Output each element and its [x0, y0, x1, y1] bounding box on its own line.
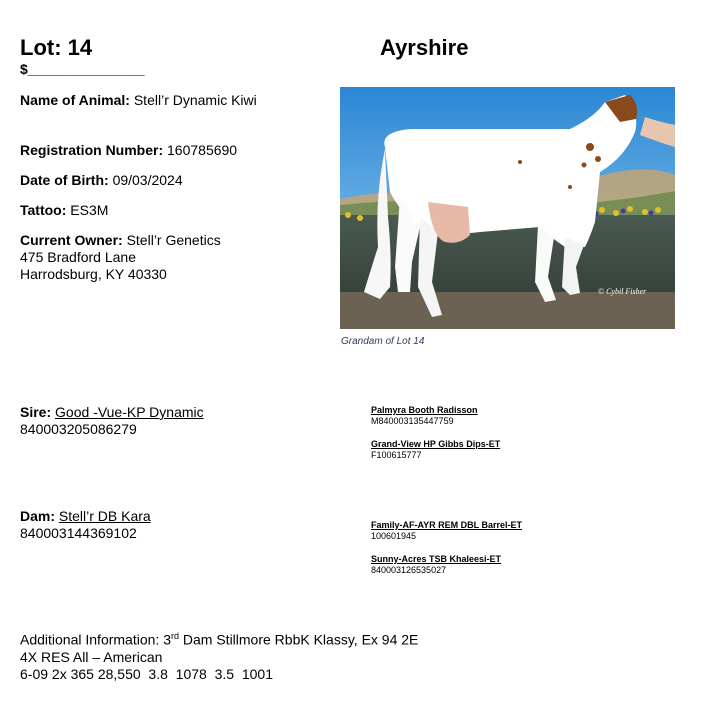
owner-label: Current Owner: — [20, 232, 123, 248]
dob-row — [20, 172, 183, 189]
registration-label: Registration Number: — [20, 142, 164, 158]
tattoo-label: Tattoo: — [20, 202, 67, 218]
price-line: $_______________ — [20, 61, 145, 77]
dam-label: Dam: — [20, 508, 56, 524]
breed-title: Ayrshire — [380, 35, 469, 60]
sire-id: 840003205086279 — [20, 421, 137, 437]
registration-value: 160785690 — [167, 142, 238, 158]
dob-label: Date of Birth: — [20, 172, 109, 188]
additional-line2: 4X RES All – American — [20, 648, 163, 665]
tattoo-value: ES3M — [70, 202, 109, 218]
tattoo-row — [20, 202, 108, 219]
dam-dam-id: 840003126535027 — [371, 565, 447, 575]
animal-name-row — [20, 92, 257, 109]
sire-block — [20, 404, 204, 438]
dam-block — [20, 508, 151, 542]
owner-block — [20, 232, 221, 283]
dam-sire-id: 100601945 — [371, 531, 417, 541]
additional-information — [20, 628, 418, 683]
sire-name: Good -Vue-KP Dynamic — [55, 404, 204, 420]
sire-dam-id: F100615777 — [371, 450, 422, 460]
sire-sire-name: Palmyra Booth Radisson — [371, 405, 478, 415]
lot-number: Lot: 14 — [20, 35, 93, 60]
sire-label: Sire: — [20, 404, 52, 420]
pedigree-dam-dam — [371, 554, 501, 576]
pedigree-sire-dam — [371, 439, 500, 461]
owner-address-line2: Harrodsburg, KY 40330 — [20, 266, 167, 282]
sire-dam-name: Grand-View HP Gibbs Dips-ET — [371, 439, 501, 449]
sire-sire-id: M840003135447759 — [371, 416, 454, 426]
dob-value: 09/03/2024 — [112, 172, 183, 188]
pedigree-dam-sire — [371, 520, 522, 542]
additional-ordinal: rd — [170, 631, 179, 641]
animal-name-label: Name of Animal: — [20, 92, 130, 108]
pedigree-sire-sire — [371, 405, 478, 427]
dam-id: 840003144369102 — [20, 525, 137, 541]
registration-row — [20, 142, 237, 159]
additional-rest: Dam Stillmore RbbK Klassy, Ex 94 2E — [179, 631, 419, 648]
additional-prefix: Additional Information: 3 — [20, 631, 171, 648]
dam-dam-name: Sunny-Acres TSB Khaleesi-ET — [371, 554, 502, 564]
owner-address-line1: 475 Bradford Lane — [20, 249, 136, 265]
photo-caption: Grandam of Lot 14 — [341, 336, 425, 347]
cow-photo-graphic — [340, 87, 675, 329]
additional-line3: 6-09 2x 365 28,550 3.8 1078 3.5 1001 — [20, 665, 273, 682]
animal-name-value: Stell’r Dynamic Kiwi — [133, 92, 257, 108]
owner-name: Stell’r Genetics — [126, 232, 221, 248]
dam-name: Stell’r DB Kara — [58, 508, 151, 524]
photo-watermark: © Cybil Fisher — [598, 287, 647, 296]
dam-sire-name: Family-AF-AYR REM DBL Barrel-ET — [371, 520, 523, 530]
grandam-photo — [340, 87, 675, 329]
additional-line1 — [20, 628, 418, 649]
